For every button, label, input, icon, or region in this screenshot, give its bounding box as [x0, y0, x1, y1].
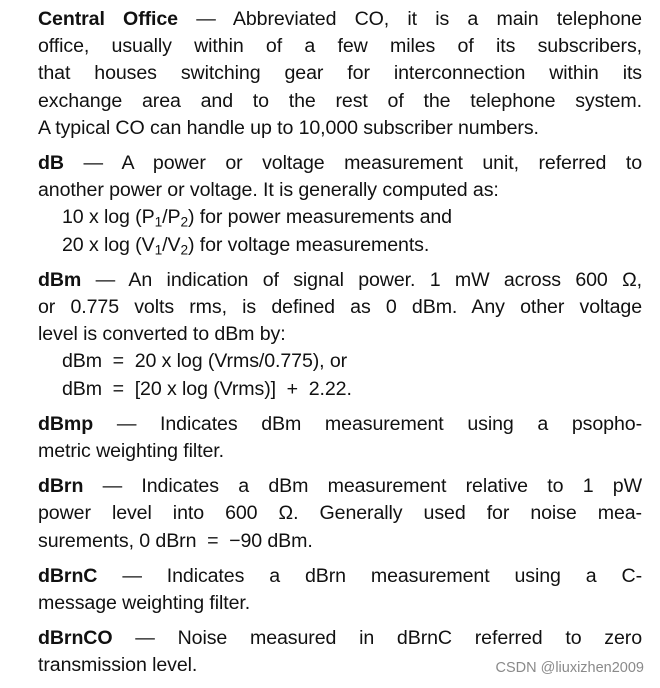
entry-term: dBm [38, 268, 82, 291]
entry-line: power level into 600 Ω. Generally used for noise mea- [38, 502, 642, 525]
entry-line: office, usually within of a few miles of its subscribers, [38, 35, 642, 58]
entry-text: Abbreviated CO, it is a main telephone [232, 8, 642, 30]
entry-line: dBmp — Indicates dBm measurement using a psopho- [38, 412, 642, 435]
entry-term: Central Office [38, 8, 178, 30]
entry-line: dBrnCO — Noise measured in dBrnC referred to zero [38, 627, 642, 650]
entry-dbrn [38, 473, 642, 555]
entry-text: Noise measured in dBrnC referred to zero [177, 627, 642, 650]
entry-line: dBrnC — Indicates a dBrn measurement using a C- [38, 564, 642, 587]
entry-line: dB — A power or voltage measurement unit, referred to [38, 152, 642, 175]
formula-line: 10 x $\log (P_1/P_2)$ for power measurements and [62, 206, 452, 230]
entry-text: Indicates a dBrn measurement using a C- [166, 564, 642, 587]
entry-dbmp [38, 411, 642, 465]
entry-line: metric weighting filter. [38, 440, 224, 463]
entry-line: A typical CO can handle up to 10,000 subscriber numbers. [38, 116, 539, 139]
entry-term: dBrn [38, 475, 84, 498]
entry-dbm [38, 267, 642, 403]
entry-line: message weighting filter. [38, 592, 251, 615]
entry-line: or 0.775 volts rms, is defined as 0 dBm. Any other voltage [38, 296, 642, 319]
formula-line: 20 x $\log (V_1/V_2)$ for voltage measurements. [62, 233, 430, 258]
formula-line: dBm = [20 x log (Vrms)] + 2.22. [62, 377, 352, 400]
entry-term: dBrnCO [38, 627, 113, 650]
entry-line: exchange area and to the rest of the telephone system. [38, 89, 642, 112]
entry-line: another power or voltage. It is generally computed as: [38, 179, 499, 202]
entry-line: dBrn — Indicates a dBm measurement relative to 1 pW [38, 475, 642, 498]
entry-db [38, 150, 642, 259]
entry-text: Indicates dBm measurement using a psopho- [160, 412, 642, 435]
entry-line: dBm — An indication of signal power. 1 mW across 600 Ω, [38, 268, 642, 291]
entry-term: dBrnC [38, 564, 98, 587]
entry-central-office [38, 6, 642, 142]
entry-text: An indication of signal power. 1 mW across 600 Ω, [128, 268, 642, 291]
entry-line: level is converted to dBm by: [38, 323, 286, 346]
entry-term: dBmp [38, 412, 94, 435]
entry-dbrnc [38, 563, 642, 617]
entry-text: Indicates a dBm measurement relative to 1 pW [141, 475, 642, 498]
entry-line: transmission level. [38, 654, 198, 677]
formula-line: dBm = 20 x log (Vrms/0.775), or [62, 350, 348, 373]
entry-line: surements, 0 dBrn = −90 dBm. [38, 529, 313, 552]
entry-text: A power or voltage measurement unit, referred to [121, 152, 642, 175]
glossary-page [38, 6, 642, 688]
entry-term: dB [38, 152, 64, 175]
entry-line: Central Office — Abbreviated CO, it is a main telephone [38, 8, 642, 30]
entry-line: that houses switching gear for interconnection within its [38, 62, 642, 85]
watermark: CSDN @liuxizhen2009 [495, 660, 644, 676]
